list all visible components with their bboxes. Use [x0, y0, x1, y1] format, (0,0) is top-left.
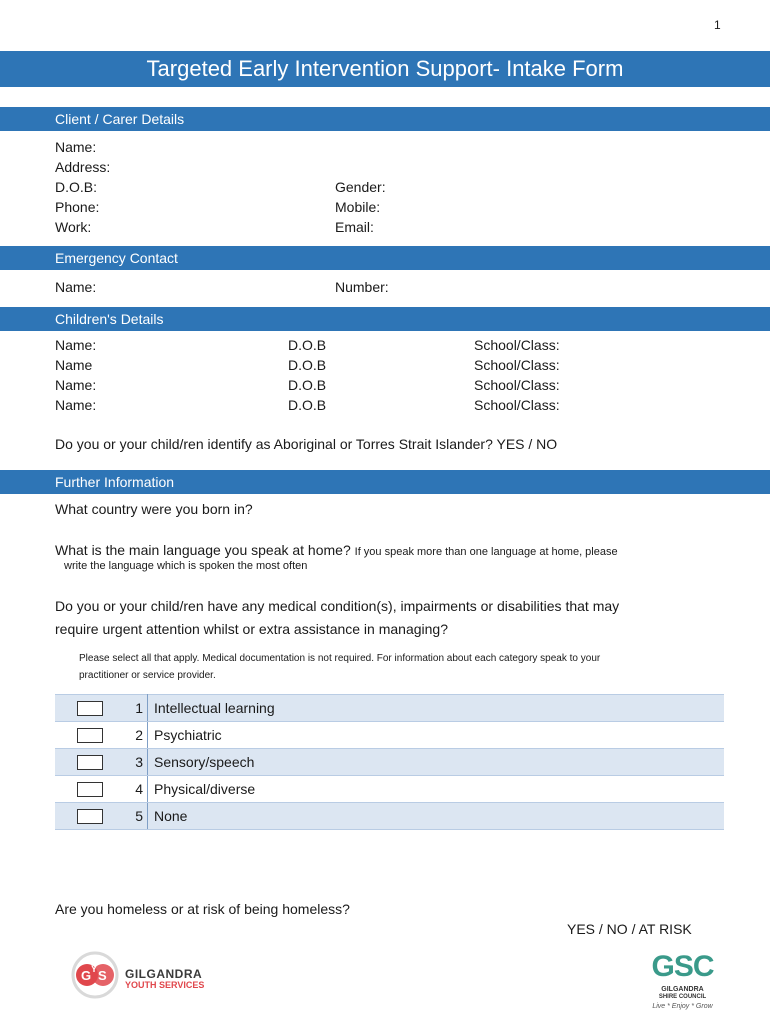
gsc-name: GILGANDRA — [661, 986, 704, 993]
option-1-number: 1 — [125, 695, 148, 722]
homeless-answer-options[interactable]: YES / NO / AT RISK — [567, 921, 692, 937]
medical-option-row — [55, 722, 724, 749]
section-childrens-details: Children's Details — [0, 307, 770, 331]
child-4-school-label[interactable]: School/Class: — [474, 397, 560, 413]
section-client-carer: Client / Carer Details — [0, 107, 770, 131]
option-1-label: Intellectual learning — [148, 695, 725, 722]
option-2-number: 2 — [125, 722, 148, 749]
gys-subname: YOUTH SERVICES — [125, 980, 205, 990]
option-4-cell — [55, 776, 125, 803]
svg-text:S: S — [98, 968, 107, 983]
gilgandra-shire-council-logo — [645, 950, 720, 1018]
svg-text:G: G — [81, 968, 92, 983]
option-3-label: Sensory/speech — [148, 749, 725, 776]
client-mobile-label[interactable]: Mobile: — [335, 199, 381, 215]
homeless-question: Are you homeless or at risk of being homeless? — [55, 901, 350, 917]
child-3-name-label[interactable]: Name: — [55, 377, 97, 393]
medical-option-row — [55, 749, 724, 776]
child-1-name-label[interactable]: Name: — [55, 337, 97, 353]
section-emergency-contact: Emergency Contact — [0, 246, 770, 270]
language-question-text: What is the main language you speak at home? — [55, 542, 351, 558]
aboriginal-question[interactable]: Do you or your child/ren identify as Aboriginal or Torres Strait Islander? YES / NO — [55, 436, 558, 452]
client-work-label[interactable]: Work: — [55, 219, 92, 235]
option-5-checkbox[interactable] — [77, 809, 103, 824]
gilgandra-youth-services-logo — [70, 950, 230, 1000]
medical-note-line2: practitioner or service provider. — [79, 670, 216, 681]
option-2-checkbox[interactable] — [77, 728, 103, 743]
gsc-tagline: Live * Enjoy * Grow — [652, 1003, 713, 1010]
option-5-number: 5 — [125, 803, 148, 830]
option-1-checkbox[interactable] — [77, 701, 103, 716]
child-4-dob-label[interactable]: D.O.B — [288, 397, 327, 413]
medical-options-table — [55, 694, 724, 830]
option-3-checkbox[interactable] — [77, 755, 103, 770]
child-2-dob-label[interactable]: D.O.B — [288, 357, 327, 373]
client-email-label[interactable]: Email: — [335, 219, 374, 235]
option-3-number: 3 — [125, 749, 148, 776]
gys-name: GILGANDRA — [125, 967, 203, 981]
option-4-number: 4 — [125, 776, 148, 803]
option-4-checkbox[interactable] — [77, 782, 103, 797]
client-address-label[interactable]: Address: — [55, 159, 111, 175]
emergency-name-label[interactable]: Name: — [55, 279, 97, 295]
language-question[interactable] — [55, 542, 618, 558]
language-note-line1: If you speak more than one language at home, please — [354, 546, 618, 558]
gsc-mark: GSC — [651, 950, 714, 983]
child-2-name-label[interactable]: Name — [55, 357, 93, 373]
option-2-cell — [55, 722, 125, 749]
gys-emblem-icon — [70, 950, 130, 1000]
option-2-label: Psychiatric — [148, 722, 725, 749]
country-question[interactable]: What country were you born in? — [55, 501, 253, 517]
medical-option-row — [55, 803, 724, 830]
svg-text:Y: Y — [91, 964, 98, 974]
medical-option-row — [55, 695, 724, 722]
option-5-cell — [55, 803, 125, 830]
page-number: 1 — [714, 18, 721, 32]
gsc-subname: SHIRE COUNCIL — [658, 994, 707, 1000]
child-1-dob-label[interactable]: D.O.B — [288, 337, 327, 353]
medical-question-line2: require urgent attention whilst or extra assistance in managing? — [55, 621, 448, 637]
option-3-cell — [55, 749, 125, 776]
form-title: Targeted Early Intervention Support- Intake Form — [0, 51, 770, 87]
medical-option-row — [55, 776, 724, 803]
section-further-information: Further Information — [0, 470, 770, 494]
child-3-dob-label[interactable]: D.O.B — [288, 377, 327, 393]
option-4-label: Physical/diverse — [148, 776, 725, 803]
client-name-label[interactable]: Name: — [55, 139, 97, 155]
option-5-label: None — [148, 803, 725, 830]
child-4-name-label[interactable]: Name: — [55, 397, 97, 413]
child-3-school-label[interactable]: School/Class: — [474, 377, 560, 393]
language-note-line2: write the language which is spoken the most often — [64, 560, 308, 572]
medical-note-line1: Please select all that apply. Medical documentation is not required. For information about each category speak to your — [79, 653, 601, 664]
child-1-school-label[interactable]: School/Class: — [474, 337, 560, 353]
emergency-number-label[interactable]: Number: — [335, 279, 389, 295]
client-dob-label[interactable]: D.O.B: — [55, 179, 98, 195]
client-phone-label[interactable]: Phone: — [55, 199, 100, 215]
option-1-cell — [55, 695, 125, 722]
client-gender-label[interactable]: Gender: — [335, 179, 386, 195]
child-2-school-label[interactable]: School/Class: — [474, 357, 560, 373]
medical-question-line1: Do you or your child/ren have any medical condition(s), impairments or disabilities that may — [55, 598, 620, 614]
